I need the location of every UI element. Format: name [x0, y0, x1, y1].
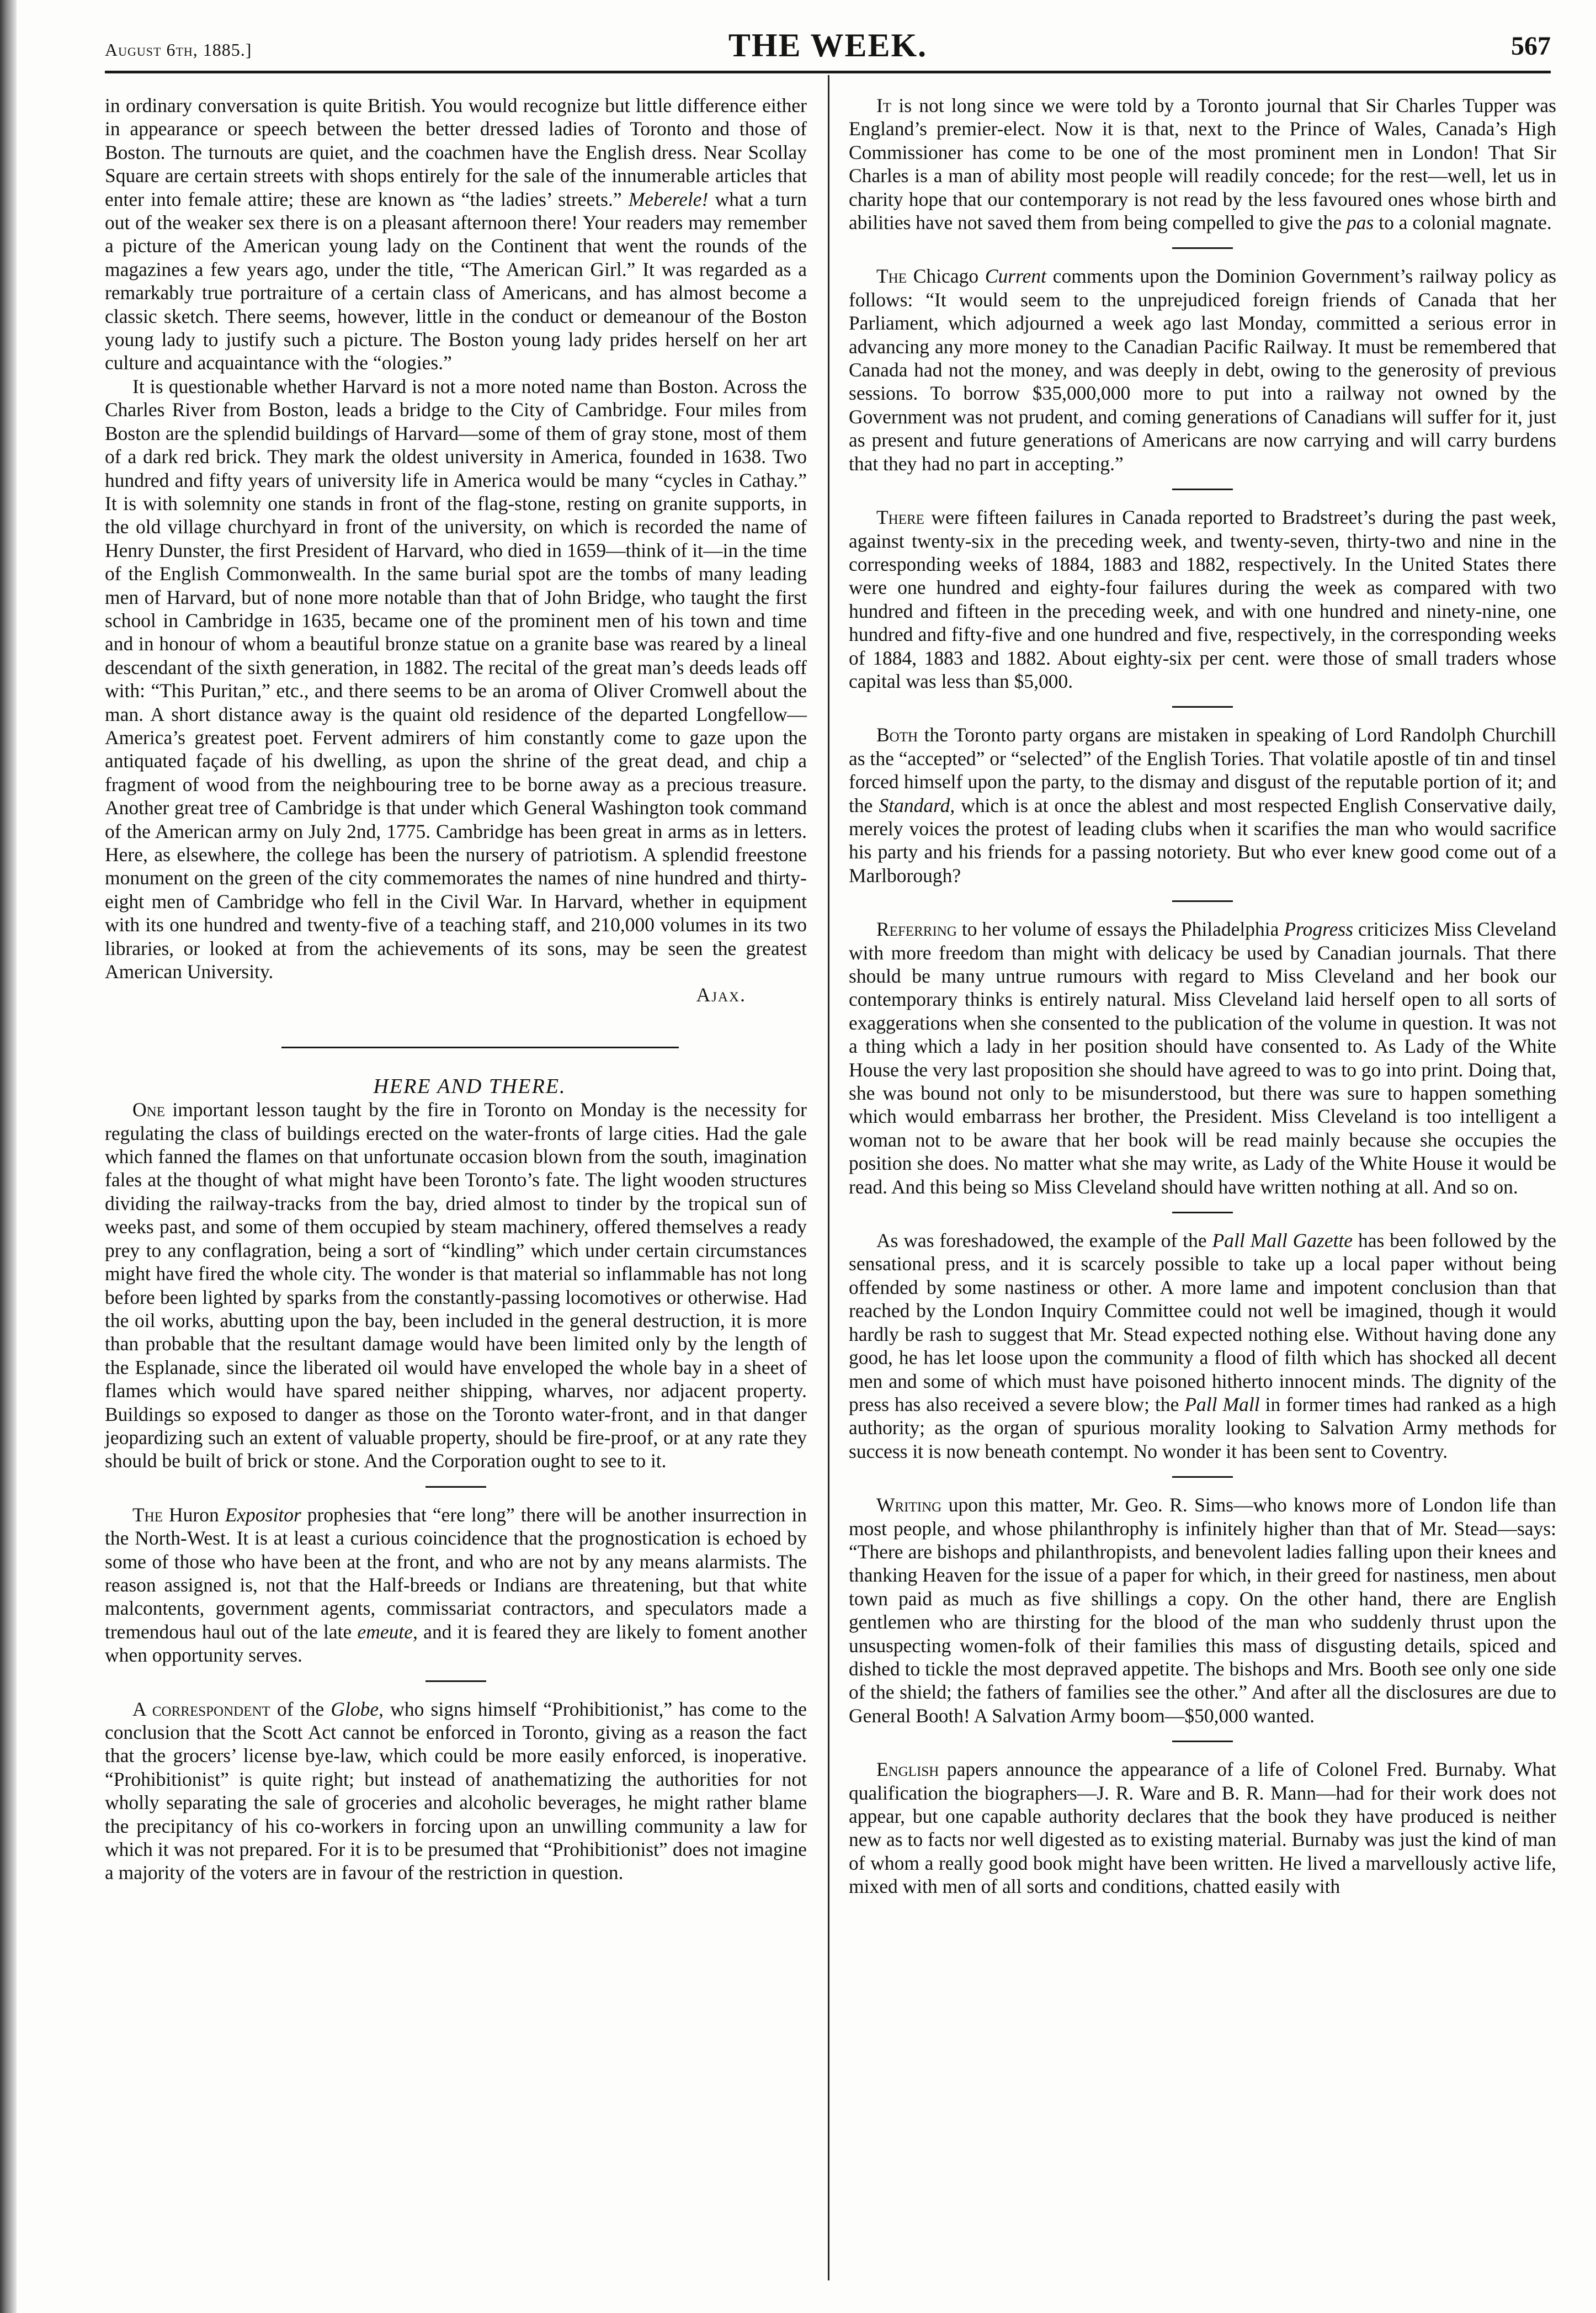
page-binding-edge	[0, 0, 17, 2313]
boston-paragraph: in ordinary conversation is quite British. You would recognize but little difference either in appearance or speech between the better dressed ladies of Toronto and those of Boston. The turnouts are quiet, and the coachmen have the English dress. Near Scollay Square are certain streets with shops entirely for the sale of the innumerable articles that enter into female attire; these are known as “the ladies’ streets.” Meberele! what a turn out of the weaker sex there is on a pleasant afternoon there! Your readers may remember a picture of the American young lady on the Continent that went the rounds of the magazines a few years ago, under the title, “The American Girl.” It was regarded as a remarkably true portraiture of a certain class of Americans, and has almost become a classic sketch. There seems, however, little in the conduct or demeanour of the Boston young lady to justify such a picture. The Boston young lady prides herself on her art culture and acquaintance with the “ologies.”	[105, 94, 807, 374]
harvard-paragraph: It is questionable whether Harvard is not a more noted name than Boston. Across the Charles River from Boston, leads a bridge to the City of Cambridge. Four miles from Boston are the splendid buildings of Harvard—some of them of gray stone, most of them of a dark red brick. They mark the oldest university in America, founded in 1638. Two hundred and fifty years of university life in America would be many “cycles in Cathay.” It is with solemnity one stands in front of the flag-stone, resting on granite supports, in the old village churchyard in front of the university, on which is recorded the name of Henry Dunster, the first President of Harvard, who died in 1659—think of it—in the time of the English Commonwealth. In the same burial spot are the tombs of many leading men of Harvard, but of none more notable than that of John Bridge, who taught the first school in Cambridge in 1635, became one of the prominent men of his town and time and in honour of whom a beautiful bronze statue on a granite base was reared by a lineal descendant of the sixth generation, in 1882. The recital of the great man’s deeds leads off with: “This Puritan,” etc., and there seems to be an aroma of Oliver Cromwell about the man. A short distance away is the quaint old residence of the departed Longfellow—America’s greatest poet. Fervent admirers of him constantly come to gaze upon the antiquated façade of his dwelling, as upon the shrine of the great dead, and chip a fragment of wood from the neighbouring tree to be borne away as a precious treasure. Another great tree of Cambridge is that under which General Washington took command of the American army on July 2nd, 1775. Cambridge has been great in arms as in letters. Here, as elsewhere, the college has been the nursery of patriotism. A splendid freestone monument on the green of the city commemorates the names of nine hundred and thirty-eight men of Cambridge who fell in the Civil War. In Harvard, whether in equipment with its one hundred and twenty-five of a teaching staff, and 210,000 volumes in its two libraries, or looked at from the achievements of its sons, may be seen the greatest American University.	[105, 375, 807, 983]
burnaby-item: English papers announce the appearance of a life of Colonel Fred. Burnaby. What qualification the biographers—J. R. Ware and B. R. Mann—had for their work does not appear, but one capable authority declares that the book they have produced is neither new as to facts nor well digested as to existing material. Burnaby was just the kind of man of whom a really good book might have been written. He lived a marvellously active life, mixed with men of all sorts and conditions, chatted easily with	[849, 1758, 1556, 1898]
section-heading: HERE AND THERE.	[373, 1074, 566, 1098]
item-separator	[1172, 247, 1233, 249]
item-separator	[1172, 900, 1233, 902]
item-separator	[425, 1680, 486, 1682]
pall-mall-item: As was foreshadowed, the example of the Pall Mall Gazette has been followed by the sensational press, and it is scarcely possible to take up a local paper without being offended by some nastiness or other. A more lame and impotent conclusion than that reached by the London Inquiry Committee could not well be imagined, though it would hardly be rash to suggest that Mr. Stead expected nothing else. Without having done any good, he has let loose upon the community a flood of filth which has shocked all decent men and some of which must have poisoned hitherto innocent minds. The dignity of the press has also received a severe blow; the Pall Mall in former times had ranked as a high authority; as the organ of spurious morality looking to Salvation Army methods for success it is now beneath contempt. No wonder it has been sent to Coventry.	[849, 1229, 1557, 1462]
toronto-fire-item: One important lesson taught by the fire in Toronto on Monday is the necessity for regulating the class of buildings erected on the water-fronts of large cities. Had the gale which fanned the flames on that unfortunate occasion blown from the south, imagination fales at the thought of what might have been Toronto’s fate. The light wooden structures dividing the railway-tracks from the bay, dried almost to tinder by the tropical sun of weeks past, and some of them occupied by steam machinery, offered themselves a ready prey to any conflagration, being a sort of “kindling” which under certain circumstances might have fired the whole city. The wonder is that material so inflammable has not long before been lighted by sparks from the constantly-passing locomotives or otherwise. Had the oil works, abutting upon the bay, been included in the general destruction, it is more than probable that the resultant damage would have been limited only by the length of the Esplanade, since the liberated oil would have enveloped the whole bay in a sheet of flames which would have spared neither shipping, wharves, nor adjacent property. Buildings so exposed to danger as those on the Toronto water-front, and in that danger jeopardizing such an extent of valuable property, should be fire-proof, or at any rate they should be built of brick or stone. And the Corporation ought to see to it.	[105, 1099, 807, 1472]
item-separator	[425, 1486, 486, 1488]
article-signature: Ajax.	[696, 984, 746, 1006]
globe-correspondent-item: A correspondent of the Globe, who signs himself “Prohibitionist,” has come to the conclusion that the Scott Act cannot be enforced in Toronto, giving as a reason the fact that the grocers’ license bye-law, which could be more easily enforced, is inoperative. “Prohibitionist” is quite right; but instead of anathematizing the authorities for not wholly separating the sale of groceries and alcoholic beverages, he might rather blame the precipitancy of his co-workers in forcing upon an unwilling community a law for which it was not prepared. For it is to be presumed that “Prohibitionist” does not imagine a majority of the voters are in favour of the restriction in question.	[105, 1697, 807, 1884]
right-column	[849, 94, 1556, 1898]
column-divider	[828, 75, 829, 2280]
chicago-current-item: The Chicago Current comments upon the Dominion Government’s railway policy as follows: “It would seem to the unprejudiced foreign friends of Canada that her Parliament, which adjourned a week ago last Monday, committed a serious error in advancing any more money to the Canadian Pacific Railway. It must be remembered that Canada had not the money, and was deeply in debt, owing to the generosity of previous sessions. To borrow $35,000,000 more to put into a railway not owned by the Government was not prudent, and coming generations of Canadians will suffer for it, just as present and future generations of Americans are now carrying and will carry burdens that they had no part in accepting.”	[849, 265, 1557, 475]
huron-expositor-item: The Huron Expositor prophesies that “ere long” there will be another insurrection in the North-West. It is at least a curious coincidence that the prognostication is echoed by some of those who have been at the front, and who are not by any means alarmists. The reason assigned is, not that the Half-breeds or Indians are threatening, but that white malcontents, government agents, commissariat contractors, and speculators made a tremendous haul out of the late emeute, and it is feared they are likely to foment another when opportunity serves.	[105, 1503, 807, 1667]
left-column	[105, 94, 807, 1885]
cleveland-item: Referring to her volume of essays the Philadelphia Progress criticizes Miss Cleveland with more freedom than might with delicacy be used by Canadian journals. That there should be many untrue rumours with regard to Miss Cleveland and her book our contemporary thinks is entirely natural. Miss Cleveland laid herself open to all sorts of exaggerations when she consented to the publication of the volume in question. It was not a thing which a lady in her position should have consented to. As Lady of the White House the very last proposition she should have agreed to was to go into print. Doing that, she was bound not only to be misunderstood, but there was sure to happen something which would embarrass her brother, the President. Miss Cleveland is too intelligent a woman not to be aware that her book will be read mainly because she occupies the position she does. No matter what she may write, as Lady of the White House it would be read. And this being so Miss Cleveland should have written nothing at all. And so on.	[849, 918, 1557, 1198]
item-separator	[1172, 1741, 1233, 1742]
item-separator	[1172, 489, 1233, 490]
sims-item: Writing upon this matter, Mr. Geo. R. Sims—who knows more of London life than most people, and whose philanthrophy is infinitely higher than that of Mr. Stead—says: “There are bishops and philanthropists, and benevolent ladies falling upon their knees and thanking Heaven for the issue of a paper for which, in their greed for nastiness, men about town paid as much as five shillings a copy. On the other hand, there are English gentlemen who are thirsting for the blood of the man who suddenly thrust upon the unsuspecting women-folk of their families this mass of disgusting details, spiced and dished to tickle the most depraved appetite. The bishops and Mrs. Booth see only one side of the shield; the fathers of families see the other.” And after all the disclosures are due to General Booth! A Salvation Army boom—$50,000 wanted.	[849, 1494, 1557, 1727]
page-header	[105, 26, 1551, 71]
item-separator	[1172, 706, 1233, 708]
page-number: 567	[1511, 31, 1551, 61]
tupper-item: It is not long since we were told by a Toronto journal that Sir Charles Tupper was England’s premier-elect. Now it is that, next to the Prince of Wales, Canada’s High Commissioner has come to be one of the most prominent men in London! That Sir Charles is a man of ability most people will readily concede; for the rest—well, let us in charity hope that our contemporary is not read by the less favoured ones whose birth and abilities have not saved them from being compelled to give the pas to a colonial magnate.	[849, 94, 1556, 234]
item-separator	[1172, 1476, 1233, 1478]
section-divider	[281, 1047, 679, 1048]
masthead-title: THE WEEK.	[728, 27, 928, 63]
item-separator	[1172, 1212, 1233, 1213]
header-rule	[105, 71, 1551, 73]
header-date: August 6th, 1885.]	[105, 40, 252, 60]
churchill-item: Both the Toronto party organs are mistaken in speaking of Lord Randolph Churchill as the “accepted” or “selected” of the English Tories. That volatile apostle of tin and tinsel forced himself upon the party, to the dismay and disgust of the reputable portion of it; and the Standard, which is at once the ablest and most respected English Conservative daily, merely voices the protest of leading clubs when it scarifies the man who would sacrifice his party and his friends for a passing notoriety. But who ever knew good come out of a Marlborough?	[849, 724, 1557, 887]
failures-item: There were fifteen failures in Canada reported to Bradstreet’s during the past week, against twenty-six in the preceding week, and twenty-seven, thirty-two and nine in the corresponding weeks of 1884, 1883 and 1882, respectively. In the United States there were one hundred and eighty-four failures during the week as compared with two hundred and fifteen in the preceding week, and with one hundred and ninety-nine, one hundred and fifty-five and one hundred and five, respectively, in the corresponding weeks of 1884, 1883 and 1882. About eighty-six per cent. were those of small traders whose capital was less than $5,000.	[849, 506, 1557, 692]
